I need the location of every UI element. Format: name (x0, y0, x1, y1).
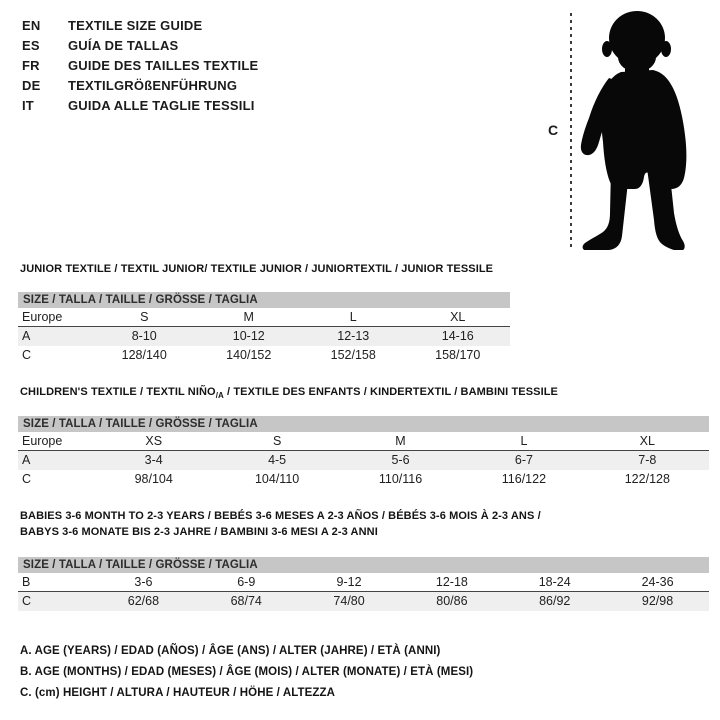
table-cell: 10-12 (232, 329, 265, 343)
table-cell: 128/140 (121, 348, 167, 362)
footnote-age-years: A. AGE (YEARS) / EDAD (AÑOS) / ÂGE (ANS) / ALTER (JAHRE) / ETÀ (ANNI) (20, 645, 441, 657)
section-title-children (20, 385, 558, 404)
language-label: GUÍA DE TALLAS (68, 38, 179, 53)
language-label: TEXTILE SIZE GUIDE (68, 18, 203, 33)
table-row-europe (18, 432, 709, 451)
language-row-de (22, 76, 258, 96)
language-row-en (22, 16, 258, 36)
size-header-bar: SIZE / TALLA / TAILLE / GRÖSSE / TAGLIA (18, 292, 510, 308)
table-cell: XL (639, 434, 655, 448)
table-cell: 8-10 (131, 329, 157, 343)
title-subscript: /A (215, 391, 224, 401)
row-label: C (22, 472, 32, 486)
table-cell: 92/98 (641, 594, 674, 608)
table-cell: M (395, 434, 406, 448)
table-cell: 9-12 (336, 575, 362, 589)
language-code: EN (22, 18, 41, 33)
table-cell: M (243, 310, 254, 324)
table-cell: 74/80 (333, 594, 365, 608)
row-label: Europe (22, 310, 63, 324)
language-code: DE (22, 78, 41, 93)
language-code: IT (22, 98, 34, 113)
language-label: GUIDA ALLE TAGLIE TESSILI (68, 98, 255, 113)
language-code: FR (22, 58, 40, 73)
table-row-height (18, 346, 510, 365)
table-cell: 24-36 (641, 575, 674, 589)
toddler-silhouette-icon (577, 8, 707, 250)
table-cell: 3-4 (144, 453, 163, 467)
row-label: A (22, 453, 31, 467)
title-part: CHILDREN'S TEXTILE / TEXTIL NIÑO (20, 386, 216, 398)
language-label: GUIDE DES TAILLES TEXTILE (68, 58, 259, 73)
table-cell: 140/152 (226, 348, 272, 362)
table-cell: 4-5 (268, 453, 287, 467)
table-cell: XS (145, 434, 163, 448)
row-label: C (22, 594, 32, 608)
table-cell: 152/158 (330, 348, 376, 362)
table-cell: 110/116 (378, 472, 423, 486)
table-cell: 116/122 (501, 472, 547, 486)
height-measure-label: C (548, 122, 559, 138)
table-cell: 12-18 (435, 575, 468, 589)
table-row-height (18, 470, 709, 489)
footnote-height-cm: C. (cm) HEIGHT / ALTURA / HAUTEUR / HÖHE / ALTEZZA (20, 687, 336, 699)
table-cell: L (349, 310, 357, 324)
babies-size-table (18, 557, 709, 611)
size-header-bar: SIZE / TALLA / TAILLE / GRÖSSE / TAGLIA (18, 557, 709, 573)
footnotes (20, 641, 473, 704)
section-title-junior: JUNIOR TEXTILE / TEXTIL JUNIOR/ TEXTILE JUNIOR / JUNIORTEXTIL / JUNIOR TESSILE (20, 263, 494, 275)
table-cell: XL (450, 310, 466, 324)
language-row-it (22, 96, 258, 116)
footnote-age-months: B. AGE (MONTHS) / EDAD (MESES) / ÂGE (MOIS) / ALTER (MONATE) / ETÀ (MESI) (20, 666, 474, 678)
title-line: BABYS 3-6 MONATE BIS 2-3 JAHRE / BAMBINI 3-6 MESI A 2-3 ANNI (20, 525, 378, 538)
row-label: C (22, 348, 32, 362)
table-cell: 80/86 (436, 594, 468, 608)
language-code: ES (22, 38, 40, 53)
row-label: B (22, 575, 31, 589)
table-cell: 12-13 (337, 329, 370, 343)
height-measure-line (570, 13, 572, 248)
language-list (22, 16, 258, 116)
table-cell: 5-6 (391, 453, 410, 467)
table-cell: 122/128 (624, 472, 670, 486)
language-row-es (22, 36, 258, 56)
table-cell: 68/74 (230, 594, 262, 608)
table-cell: S (272, 434, 282, 448)
table-cell: 98/104 (134, 472, 173, 486)
row-label: Europe (22, 434, 63, 448)
language-label: TEXTILGRÖßENFÜHRUNG (68, 78, 238, 93)
table-cell: 86/92 (539, 594, 571, 608)
table-cell: 3-6 (134, 575, 153, 589)
row-label: A (22, 329, 31, 343)
table-cell: L (520, 434, 528, 448)
table-row-age (18, 451, 709, 470)
table-cell: 104/110 (254, 472, 300, 486)
table-cell: 62/68 (127, 594, 160, 608)
table-cell: 7-8 (638, 453, 657, 467)
table-cell: 14-16 (441, 329, 474, 343)
title-line: BABIES 3-6 MONTH TO 2-3 YEARS / BEBÉS 3-6 MESES A 2-3 AÑOS / BÉBÉS 3-6 MOIS À 2-3 ANS / (20, 510, 541, 522)
table-row-europe (18, 308, 510, 327)
table-row-months (18, 573, 709, 592)
children-size-table (18, 416, 709, 489)
junior-size-table (18, 292, 510, 365)
table-row-age (18, 327, 510, 346)
title-part: / TEXTILE DES ENFANTS / KINDERTEXTIL / BAMBINI TESSILE (223, 386, 558, 398)
table-row-height (18, 592, 709, 611)
table-cell: 158/170 (435, 348, 481, 362)
table-cell: 6-9 (237, 575, 256, 589)
section-title-babies (20, 509, 541, 540)
table-cell: S (140, 310, 149, 324)
language-row-fr (22, 56, 258, 76)
table-cell: 6-7 (514, 453, 533, 467)
table-cell: 18-24 (538, 575, 571, 589)
size-header-bar: SIZE / TALLA / TAILLE / GRÖSSE / TAGLIA (18, 416, 709, 432)
